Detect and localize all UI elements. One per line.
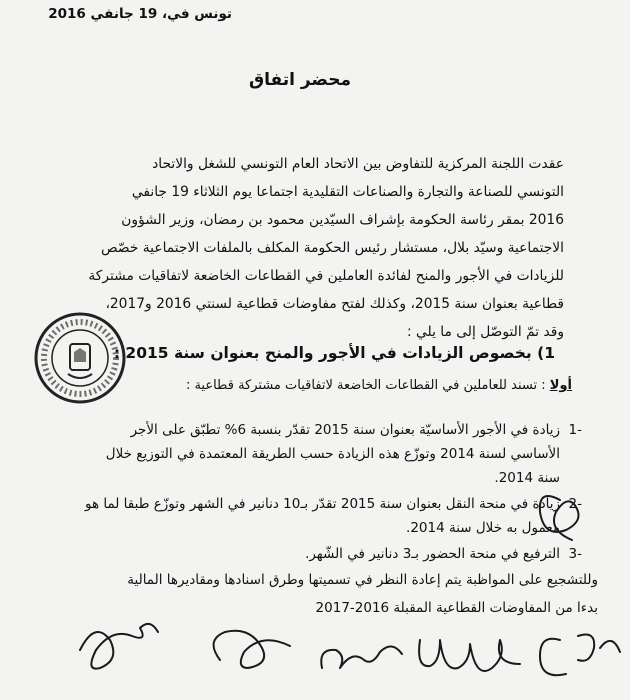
intro-line: وقد تمّ التوصّل إلى ما يلي : [406, 324, 564, 340]
signature-3 [321, 646, 402, 668]
intro-line: للزيادات في الأجور والمنح لفائدة العاملين في القطاعات الخاضعة لاتفاقيات مشتركة [88, 268, 564, 284]
item-line: زيادة في الأجور الأساسيّة بعنوان سنة 2015 تقدّر بنسبة 6% تطبّق على الأجر [130, 422, 560, 438]
document-date: تونس في، 19 جانفي 2016 [48, 6, 232, 22]
document-title: محضر اتفاق [248, 70, 352, 90]
signature-1 [80, 624, 158, 669]
intro-line: التونسي للصناعة والتجارة والصناعات التقليدية اجتماعا يوم الثلاثاء 19 جانفي [131, 184, 564, 200]
item-line: معمول به خلال سنة 2014. [406, 520, 560, 536]
firstly-text: : تسند للعاملين في القطاعات الخاضعة لاتفاقيات مشتركة قطاعية : [185, 378, 546, 393]
closing-line: بدءا من المفاوضات القطاعية المقبلة 2016-2017 [315, 600, 598, 616]
item-line: الأساسي لسنة 2014 وتوزّع هذه الزيادة حسب الطريقة المعتمدة في التوزيع خلال [105, 446, 560, 462]
firstly-label: أولا [549, 378, 572, 393]
signature-scribble [540, 496, 579, 540]
intro-line: عقدت اللجنة المركزية للتفاوض بين الاتحاد العام التونسي للشغل والاتحاد [152, 156, 564, 172]
intro-line: الاجتماعية وسيّد بلال، مستشار رئيس الحكومة المكلف بالملفات الاجتماعية خصّص [101, 240, 564, 256]
intro-line: قطاعية بعنوان سنة 2015، وكذلك لفتح مفاوضات قطاعية لسنتي 2016 و2017، [105, 296, 564, 312]
item-number: -1 [568, 422, 582, 438]
signature-2 [214, 631, 290, 668]
item-line: زيادة في منحة النقل بعنوان سنة 2015 تقدّر بـ10 دنانير في الشهر وتوزّع طبقا لما هو [84, 496, 560, 512]
item-line: الترفيع في منحة الحضور بـ3 دنانير في الشّهر. [305, 546, 560, 562]
item-number: -3 [568, 546, 582, 562]
signature-4 [419, 640, 520, 671]
intro-line: 2016 بمقر رئاسة الحكومة بإشراف السيّدين محمود بن رمضان، وزير الشؤون [121, 212, 564, 228]
item-number: -2 [568, 496, 582, 512]
signature-5 [540, 635, 620, 676]
item-line: سنة 2014. [494, 470, 560, 486]
section-heading: 1) بخصوص الزيادات في الأجور والمنح بعنوان سنة 2015 : [113, 344, 555, 362]
closing-line: وللتشجيع على المواظبة يتم إعادة النظر في تسميتها وطرق اسنادها ومقاديرها المالية [127, 572, 598, 588]
